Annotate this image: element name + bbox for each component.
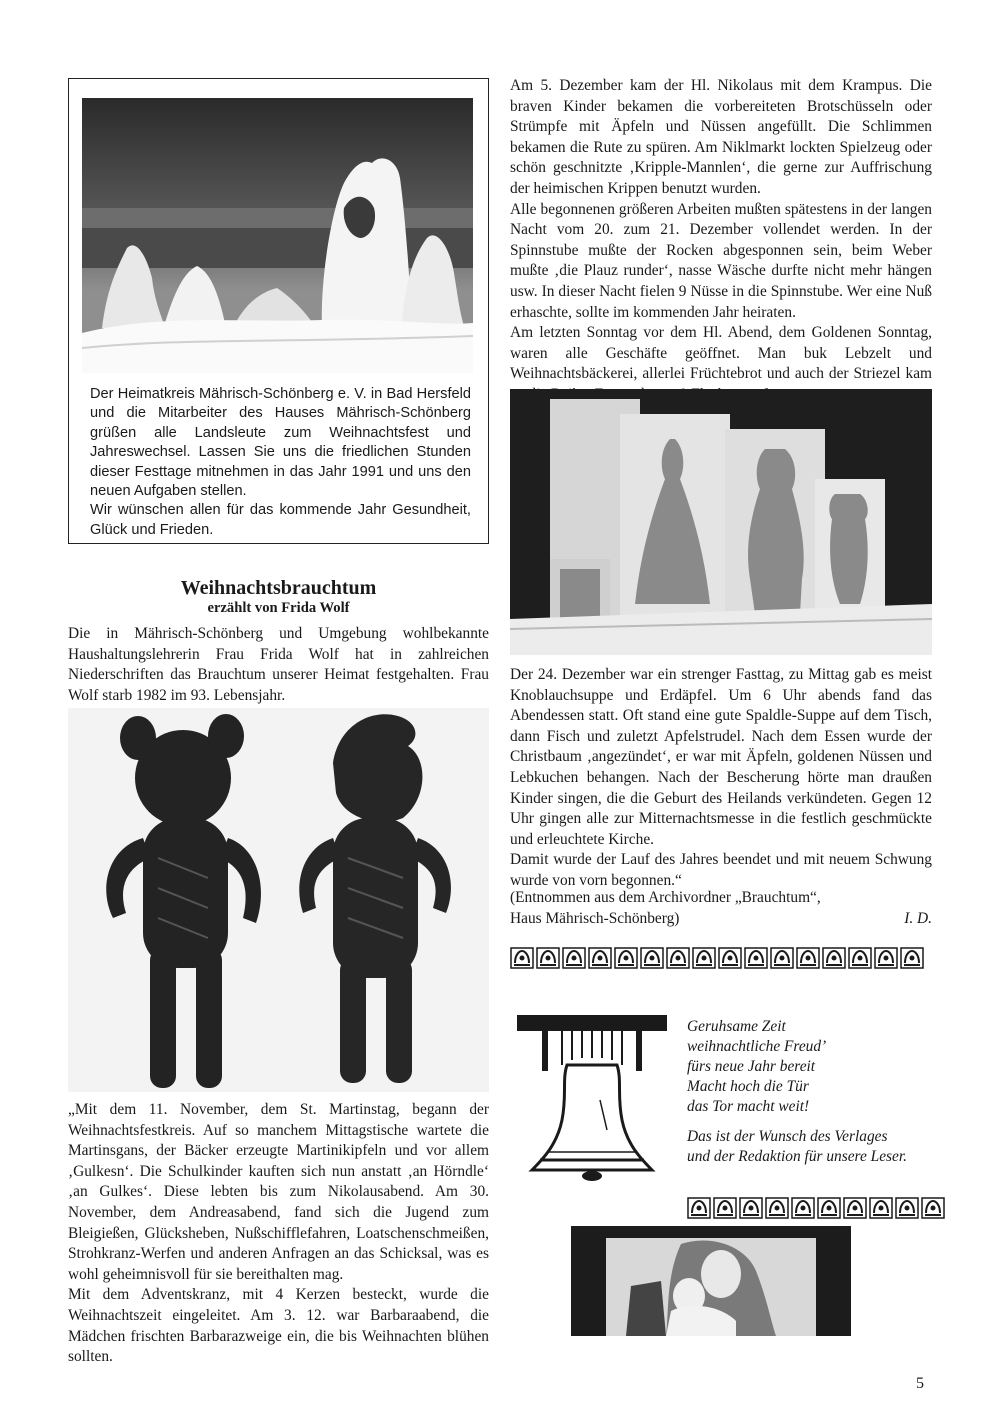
poem-line: das Tor macht weit! xyxy=(687,1098,810,1115)
ornament-icon xyxy=(687,1197,711,1219)
ornament-icon xyxy=(796,947,820,969)
ornament-icon xyxy=(822,947,846,969)
ornament-icon xyxy=(874,947,898,969)
poem-line: weihnachtliche Freud’ xyxy=(687,1038,827,1055)
author-signature: I. D. xyxy=(904,909,932,927)
ornament-icon xyxy=(921,1197,945,1219)
paragraph-nikolaus: Am 5. Dezember kam der Hl. Nikolaus mit dem Krampus. Die braven Kinder bekamen die vorbereiteten Brotschüsseln oder Strümpfe mit Äpfeln und Nüssen angefüllt. Die Schlimmen bekamen die Rute zu spüren. Am Niklmarkt lockten Spielzeug oder schön geschnitzte ‚Kripple-Mannlen‘, die gerne zur Auffrischung der heimischen Krippen benutzt wurden. xyxy=(510,77,932,197)
poem-line: fürs neue Jahr bereit xyxy=(687,1058,816,1075)
poem-line: Geruhsame Zeit xyxy=(687,1018,786,1035)
holiday-poem xyxy=(687,1017,937,1167)
article-title: Weihnachtsbrauchtum xyxy=(180,577,377,599)
poem-line: Macht hoch die Tür xyxy=(687,1078,809,1095)
poem-closing-line: Das ist der Wunsch des Verlages xyxy=(687,1128,888,1145)
paragraph-goldener-sonntag: Am letzten Sonntag vor dem Hl. Abend, dem Goldenen Sonntag, waren alle Geschäfte geöffnet. Man buk Lebzelt und Weihnachtsbäckerei, allerlei Früchtebrot und auch der Striezel kam xyxy=(510,324,932,383)
ornament-icon xyxy=(666,947,690,969)
ornament-icon xyxy=(562,947,586,969)
ornament-icon xyxy=(765,1197,789,1219)
ornament-icon xyxy=(770,947,794,969)
page-number: 5 xyxy=(916,1375,924,1392)
ornament-icon xyxy=(510,947,534,969)
ornament-icon xyxy=(869,1197,893,1219)
ornament-icon xyxy=(895,1197,919,1219)
carved-cookie-molds-photo xyxy=(510,389,932,655)
source-line-with-signature xyxy=(510,909,932,930)
bell-illustration xyxy=(512,1010,672,1182)
article-right-middle xyxy=(510,665,932,892)
greeting-box xyxy=(68,78,489,544)
ornament-icon xyxy=(718,947,742,969)
ornament-icon xyxy=(744,947,768,969)
ornament-icon xyxy=(900,947,924,969)
ornament-icon xyxy=(791,1197,815,1219)
paragraph-advent: Mit dem Adventskranz, mit 4 Kerzen besteckt, wurde die Weihnachtszeit eingeleitet. Am 3. 12. war Barbaraabend, die Mädchen frischten Barbarazweige ein, die bis Weihnachten blühen sollten. xyxy=(68,1286,489,1366)
greeting-wish: Wir wünschen allen für das kommende Jahr Gesundheit, Glück und Frieden. xyxy=(90,502,471,538)
paragraph-jahresende: Damit wurde der Lauf des Jahres beendet und mit neuem Schwung wurde von vorn begonnen.“ xyxy=(510,851,932,889)
ornament-icon xyxy=(713,1197,737,1219)
article-intro: Die in Mährisch-Schönberg und Umgebung wohlbekannte Haushaltungslehrerin Frau Frida Wolf hat in zahlreichen Niederschriften das Brauchtum unserer Heimat festgehalten. Frau Wolf starb 1982 im 93. Lebensjahr. xyxy=(68,625,489,704)
greeting-text xyxy=(90,385,471,540)
mother-and-child-illustration xyxy=(571,1226,851,1336)
ornament-icon xyxy=(848,947,872,969)
ornament-icon xyxy=(692,947,716,969)
paragraph-martinstag: „Mit dem 11. November, dem St. Martinstag, begann der Weihnachtsfestkreis. Auf so manchem Mittagstische wartete die Martinsgans, der Bäcker erzeugte Martinikipfeln und vor allem ‚Gulkesn‘. Die Schulkinder kauften sich nun anstatt ‚an Hörndle‘ ‚an Gulkes‘. Diese lebten bis zum Nikolausabend. Am 30. November, dem Andreasabend, fand sich die Jugend zum Bleigießen, Glücksheben, Nußschifflefahren, Loatschenschmeißen, Strohkranz-Werfen und anderen Anfragen an das Schicksal, was es wohl geheimnisvoll für sie bereithalten mag. xyxy=(68,1101,489,1283)
snow-covered-trees-photo xyxy=(82,98,473,373)
article-left-body xyxy=(68,1100,489,1368)
poem-closing-line: und der Redaktion für unsere Leser. xyxy=(687,1148,907,1165)
ornament-border-top xyxy=(510,947,924,969)
ornament-icon xyxy=(843,1197,867,1219)
article-right-top xyxy=(510,76,932,406)
paragraph-heiliger-abend: Der 24. Dezember war ein strenger Fasttag, zu Mittag gab es meist Knoblauchsuppe und Erdäpfel. Um 6 Uhr abends fand das Abendessen statt. Oft stand eine gute Spaldle-Suppe auf dem Tisch, dann Fisch und zuletzt Apfelstrudel. Nach dem Essen wurde der Christbaum ‚angezündet‘, er war mit Äpfeln, goldenen Nüssen und Lebkuchen behangen. Nach der Bescherung hörte man draußen Kinder singen, die die Geburt des Heilands verkündeten. Gegen 12 Uhr gingen alle zur Mitternachtsmesse in die festlich geschmückte und erleuchtete Kirche. xyxy=(510,666,932,848)
source-archive-name: Haus Mährisch-Schönberg) xyxy=(510,909,680,927)
ornament-icon xyxy=(817,1197,841,1219)
source-line: (Entnommen aus dem Archivordner „Brauchtum“, xyxy=(510,889,821,906)
ornament-icon xyxy=(588,947,612,969)
greeting-paragraph: Der Heimatkreis Mährisch-Schönberg e. V. in Bad Hersfeld und die Mitarbeiter des Hauses Mährisch-Schönberg grüßen alle Landsleute zum Weihnachtsfest und Jahreswechsel. Lassen Sie uns die friedlichen Stunden dieser Festtage mitnehmen in das Jahr 1991 und uns den neuen Aufgaben stellen. xyxy=(90,386,471,500)
paragraph-spinnstube: Alle begonnenen größeren Arbeiten mußten spätestens in der langen Nacht vom 20. zum 21. Dezember vollendet werden. In der Spinnstube mußte der Rocken abgesponnen sein, beim Weber mußte ‚die Plauz runder‘, nasse Wäsche durfte nicht mehr hängen usw. In dieser Nacht fielen 9 Nüsse in die Spinnstube. Wer eine Nuß erhaschte, sollte im kommenden Jahr heiraten. xyxy=(510,200,932,321)
article-subtitle: erzählt von Frida Wolf xyxy=(207,600,350,616)
ornament-border-bottom xyxy=(687,1197,945,1219)
source-note xyxy=(510,888,932,929)
ornament-icon xyxy=(640,947,664,969)
ornament-icon xyxy=(614,947,638,969)
ornament-icon xyxy=(536,947,560,969)
ornament-icon xyxy=(739,1197,763,1219)
gingerbread-figures-photo xyxy=(68,708,489,1092)
